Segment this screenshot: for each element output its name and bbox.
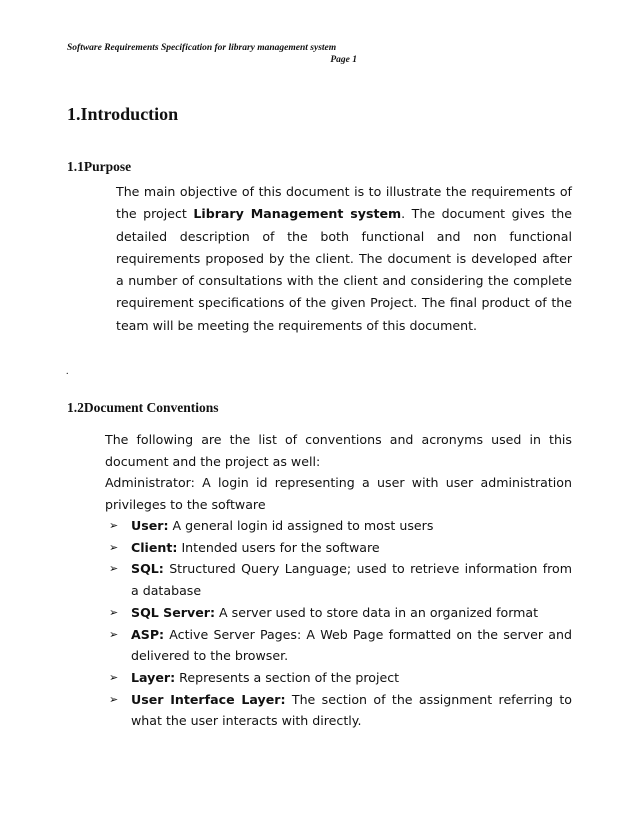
arrow-bullet-icon: ➢ — [109, 562, 119, 576]
list-item-desc: A server used to store data in an organized format — [215, 604, 539, 620]
conventions-intro: The following are the list of conventions and acronyms used in this document and the project as well: — [105, 432, 572, 469]
purpose-bold-term: Library Management system — [193, 206, 402, 222]
arrow-bullet-icon: ➢ — [109, 627, 119, 641]
page-number: Page 1 — [330, 55, 357, 65]
section-heading-purpose: 1.1Purpose — [67, 159, 132, 174]
purpose-text-before: The main objective of this document is to illustrate the requirements of the project — [116, 184, 572, 222]
list-item — [109, 689, 572, 732]
arrow-bullet-icon: ➢ — [109, 605, 119, 619]
header-title: Software Requirements Specification for library management system — [67, 43, 337, 53]
arrow-bullet-icon: ➢ — [109, 519, 119, 532]
list-item-text — [131, 667, 572, 689]
list-item-desc: Active Server Pages: A Web Page formatted on the server and delivered to the browser. — [131, 626, 572, 664]
list-item — [109, 558, 572, 601]
list-item-desc: The section of the assignment referring to what the user interacts with directly. — [131, 691, 572, 729]
purpose-text-after: . The document gives the detailed description of the both functional and non functional requirements proposed by the client. The document is developed after a number of consultations with the client and considering the complete requirement specifications of the given Project. The final product of the team will be meeting the requirements of this document. — [116, 206, 573, 333]
list-item-term: ASP: — [131, 626, 165, 642]
list-item — [109, 602, 572, 624]
page-header — [67, 42, 367, 66]
list-item-desc: Represents a section of the project — [175, 669, 400, 685]
list-item-text — [131, 515, 572, 537]
list-item-term: Client: — [131, 539, 178, 555]
list-item-text — [131, 624, 572, 667]
arrow-bullet-icon: ➢ — [109, 670, 119, 684]
section-heading-introduction: 1.Introduction — [67, 104, 179, 124]
list-item-term: User: — [131, 518, 169, 533]
list-item — [109, 667, 572, 689]
list-item-desc: Intended users for the software — [177, 539, 380, 555]
conventions-paragraph — [105, 429, 572, 516]
list-item — [109, 624, 572, 667]
list-item-desc: A general login id assigned to most users — [168, 518, 434, 533]
list-item-text — [131, 689, 572, 732]
list-item-text — [131, 537, 572, 559]
section-heading-conventions: 1.2Document Conventions — [67, 400, 219, 415]
arrow-bullet-icon: ➢ — [109, 540, 119, 554]
list-item-term: User Interface Layer: — [131, 691, 286, 707]
list-item-text — [131, 602, 572, 624]
separator-dot: . — [66, 366, 69, 377]
conventions-list — [109, 515, 572, 732]
list-item — [109, 537, 572, 559]
list-item-term: SQL: — [131, 561, 164, 577]
arrow-bullet-icon: ➢ — [109, 692, 119, 706]
list-item-term: Layer: — [131, 669, 176, 685]
conventions-admin: Administrator: A login id representing a user with user administration privileges to the software — [105, 475, 572, 513]
list-item-term: SQL Server: — [131, 604, 216, 620]
purpose-paragraph — [116, 181, 572, 337]
list-item — [109, 515, 572, 537]
list-item-desc: Structured Query Language; used to retrieve information from a database — [131, 561, 572, 599]
list-item-text — [131, 558, 572, 601]
